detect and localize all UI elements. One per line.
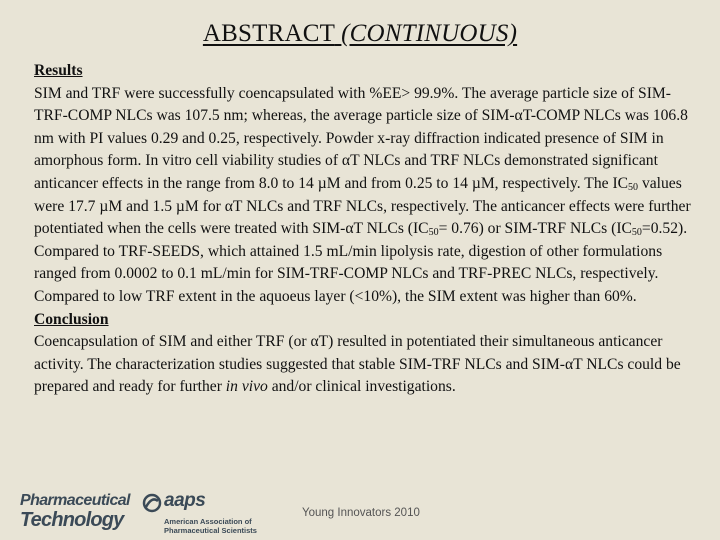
pharmaceutical-technology-logo: Pharmaceutical Technology bbox=[20, 492, 130, 531]
title-main: ABSTRACT bbox=[202, 20, 335, 47]
conclusion-paragraph: Coencapsulation of SIM and either TRF (or αT) resulted in potentiated their simultaneous anticancer activity. The characterization studies suggested that stable SIM-TRF NLCs and SIM-αT NLCs could be prepared and ready for further in vivo and/or clinical investigations. bbox=[34, 333, 681, 396]
slide-title bbox=[0, 20, 720, 48]
footer-caption: Young Innovators 2010 bbox=[302, 507, 420, 519]
aaps-emblem-icon bbox=[142, 492, 162, 514]
aaps-logo: aaps American Association of Pharmaceutical Scientists bbox=[142, 492, 272, 536]
results-heading: Results bbox=[34, 62, 83, 79]
footer bbox=[0, 490, 720, 540]
results-paragraph: SIM and TRF were successfully coencapsulated with %EE> 99.9%. The average particle size of SIM-TRF-COMP NLCs was 107.5 nm; whereas, the average particle size of SIM-αT-COMP NLCs was 106.8 nm with PI values 0.29 and 0.25, respectively. Powder x-ray diffraction indicated presence of SIM in amorphous form. In vitro cell viability studies of αT NLCs and TRF NLCs demonstrated significant anticancer effects in the range from 8.0 to 14 µM and from 0.25 to 14 µM, respectively. The $IC_{50}$ values were 17.7 µM and 1.5 µM for αT NLCs and TRF NLCs, respectively. The anticancer effects were further potentiated when the cells were treated with SIM-αT NLCs $(IC_{50}= 0.76)$ or SIM-TRF NLCs $(IC_{50}=0.52)$. Compared to TRF-SEEDS, which attained 1.5 mL/min lipolysis rate, digestion of other formulations ranged from 0.0002 to 0.1 mL/min for SIM-TRF-COMP NLCs and TRF-PREC NLCs, respectively. Compared to low TRF extent in the aquoeus layer (<10%), the SIM extent was higher than 60%. bbox=[34, 84, 691, 305]
title-italic: (CONTINUOUS) bbox=[341, 20, 518, 47]
abstract-content bbox=[34, 60, 696, 399]
conclusion-heading: Conclusion bbox=[34, 310, 109, 328]
